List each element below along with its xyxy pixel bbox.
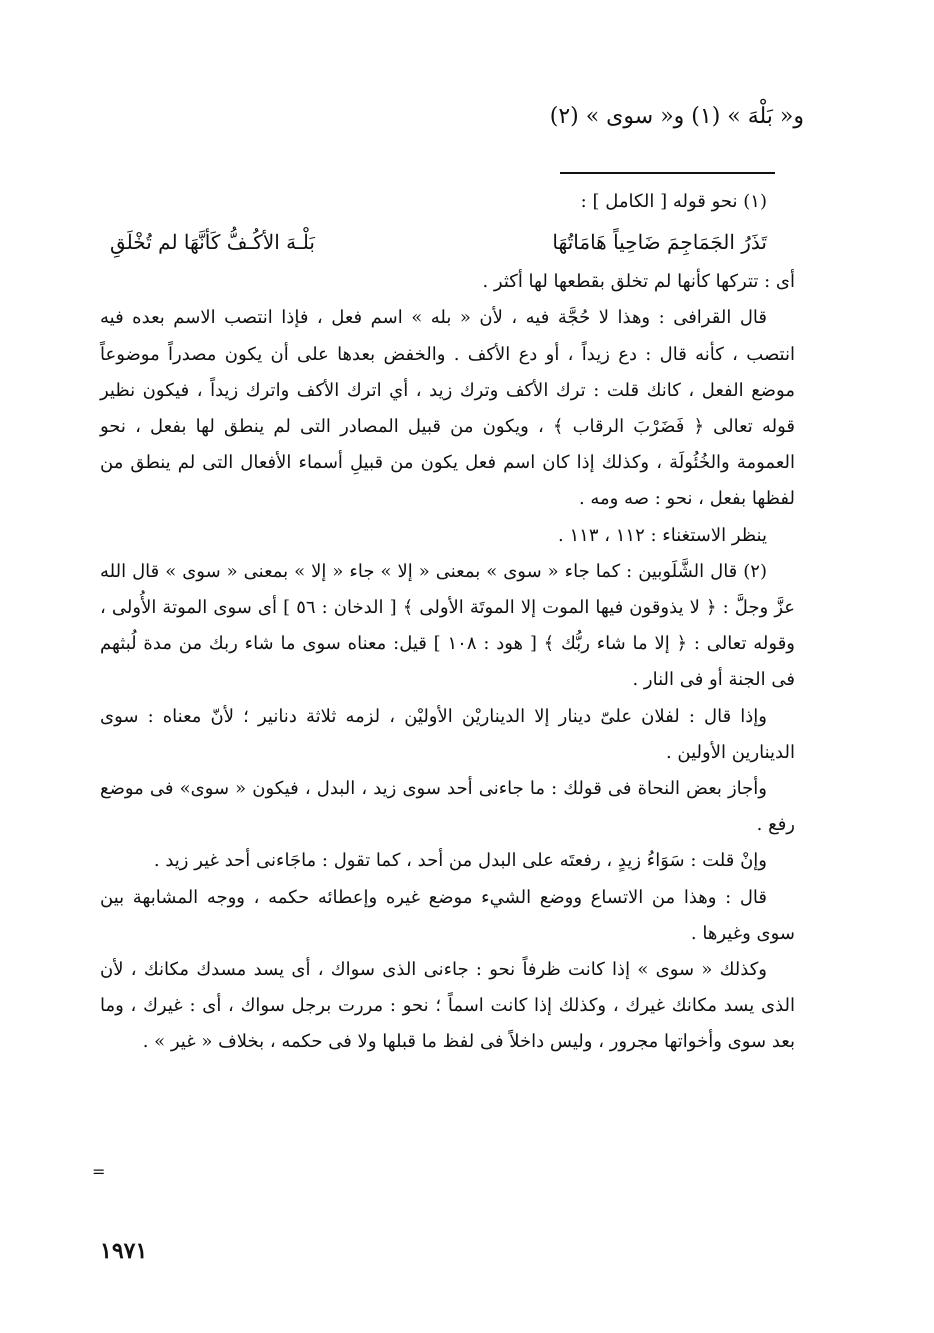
verse-gloss: أى : تتركها كأنها لم تخلق بقطعها لها أكثر . (482, 271, 795, 293)
footnote-1-reference: ينظر الاستغناء : ١١٢ ، ١١٣ . (558, 524, 767, 546)
continuation-mark: = (92, 1162, 106, 1181)
footnote-1-intro: (١) نحو قوله [ الكامل ] : (580, 191, 767, 212)
footnote-2-paragraph-3: وأجاز بعض النحاة فى قولك : ما جاءنى أحد سوى زيد ، البدل ، فيكون « سوى» فى موضع رفع . (100, 778, 795, 836)
footnote-2-paragraph-5: قال : وهذا من الاتساع ووضع الشيء موضع غيره وإعطائه حكمه ، ووجه المشابهة بين سوى وغيرها . (100, 886, 795, 944)
footnote-1-paragraph: قال القرافى : وهذا لا حُجَّة فيه ، لأن « بله » اسم فعل ، فإذا انتصب الاسم بعده فيه انتصب ، كأنه قال : دع زيداً ، أو دع الأكف . والخفض بعدها على أن يكون مصدراً موضوعاً موضع الفعل ، كانك قلت : ترك الأكف وترك زيد ، أي اترك الأكف واترك زيداً ، فيكون نظير قوله تعالى ﴿ فَضَرْبَ الرقاب ﴾ ، ويكون من قبيل المصادر التى لم ينطق لها بفعل ، نحو العمومة والخُئُولَة ، وكذلك إذا كان اسم فعل يكون من قبيلِ أسماء الأفعال التى لم ينطق من لفظها بفعل ، نحو : صه ومه . (100, 307, 795, 510)
verse-first-hemistich: تَذَرُ الجَمَاجِمَ ضَاحِياً هَامَاتُهَا (552, 230, 767, 255)
verse-second-hemistich: بَلْـهَ الأكُـفُّ كَأنَّهَا لم تُخْلَقِ (110, 230, 315, 255)
footnotes-block (100, 184, 795, 1061)
footnote-2-paragraph-4: وإنْ قلت : سَوَاءُ زيدٍ ، رفعتَه على البدل من أحد ، كما تقول : ماجَاءنى أحد غير زيد . (153, 850, 767, 872)
poetry-verse (100, 220, 795, 264)
footnote-separator (560, 172, 775, 174)
footnote-2-paragraph-1: (٢) قال الشَّلَوبين : كما جاء « سوى » بمعنى « إلا » جاء « إلا » بمعنى « سوى » قال الله عزَّ وجلَّ : ﴿ لا يذوقون فيها الموت إلا الموتَة الأولى ﴾ [ الدخان : ٥٦ ] أى سوى الموتة الأُولى ، وقوله تعالى : ﴿ إلا ما شاء ربُّك ﴾ [ هود : ١٠٨ ] قيل: معناه سوى ما شاء ربك من مدة لُبثهم فى الجنة أو فى النار . (100, 560, 795, 691)
main-text-line: و« بَلْهَ » (١) و« سوى » (٢) (549, 104, 804, 129)
footnote-2-paragraph-6: وكذلك « سوى » إذا كانت ظرفاً نحو : جاءنى الذى سواك ، أى يسد مسدك مكانك ، لأن الذى يسد مكانك غيرك ، وكذلك إذا كانت اسماً ؛ نحو : مررت برجل سواك ، أى : غيرك ، وما بعد سوى وأخواتها مجرور ، وليس داخلاً فى لفظ ما قبلها ولا فى حكمه ، بخلاف « غير » . (100, 959, 795, 1053)
footnote-2-paragraph-2: وإذا قال : لفلان علىّ دينار إلا الديناريْن الأوليْن ، لزمه ثلاثة دنانير ؛ لأنّ معناه : سوى الدينارين الأولين . (100, 705, 795, 763)
page-number: ١٩٧١ (100, 1238, 148, 1264)
